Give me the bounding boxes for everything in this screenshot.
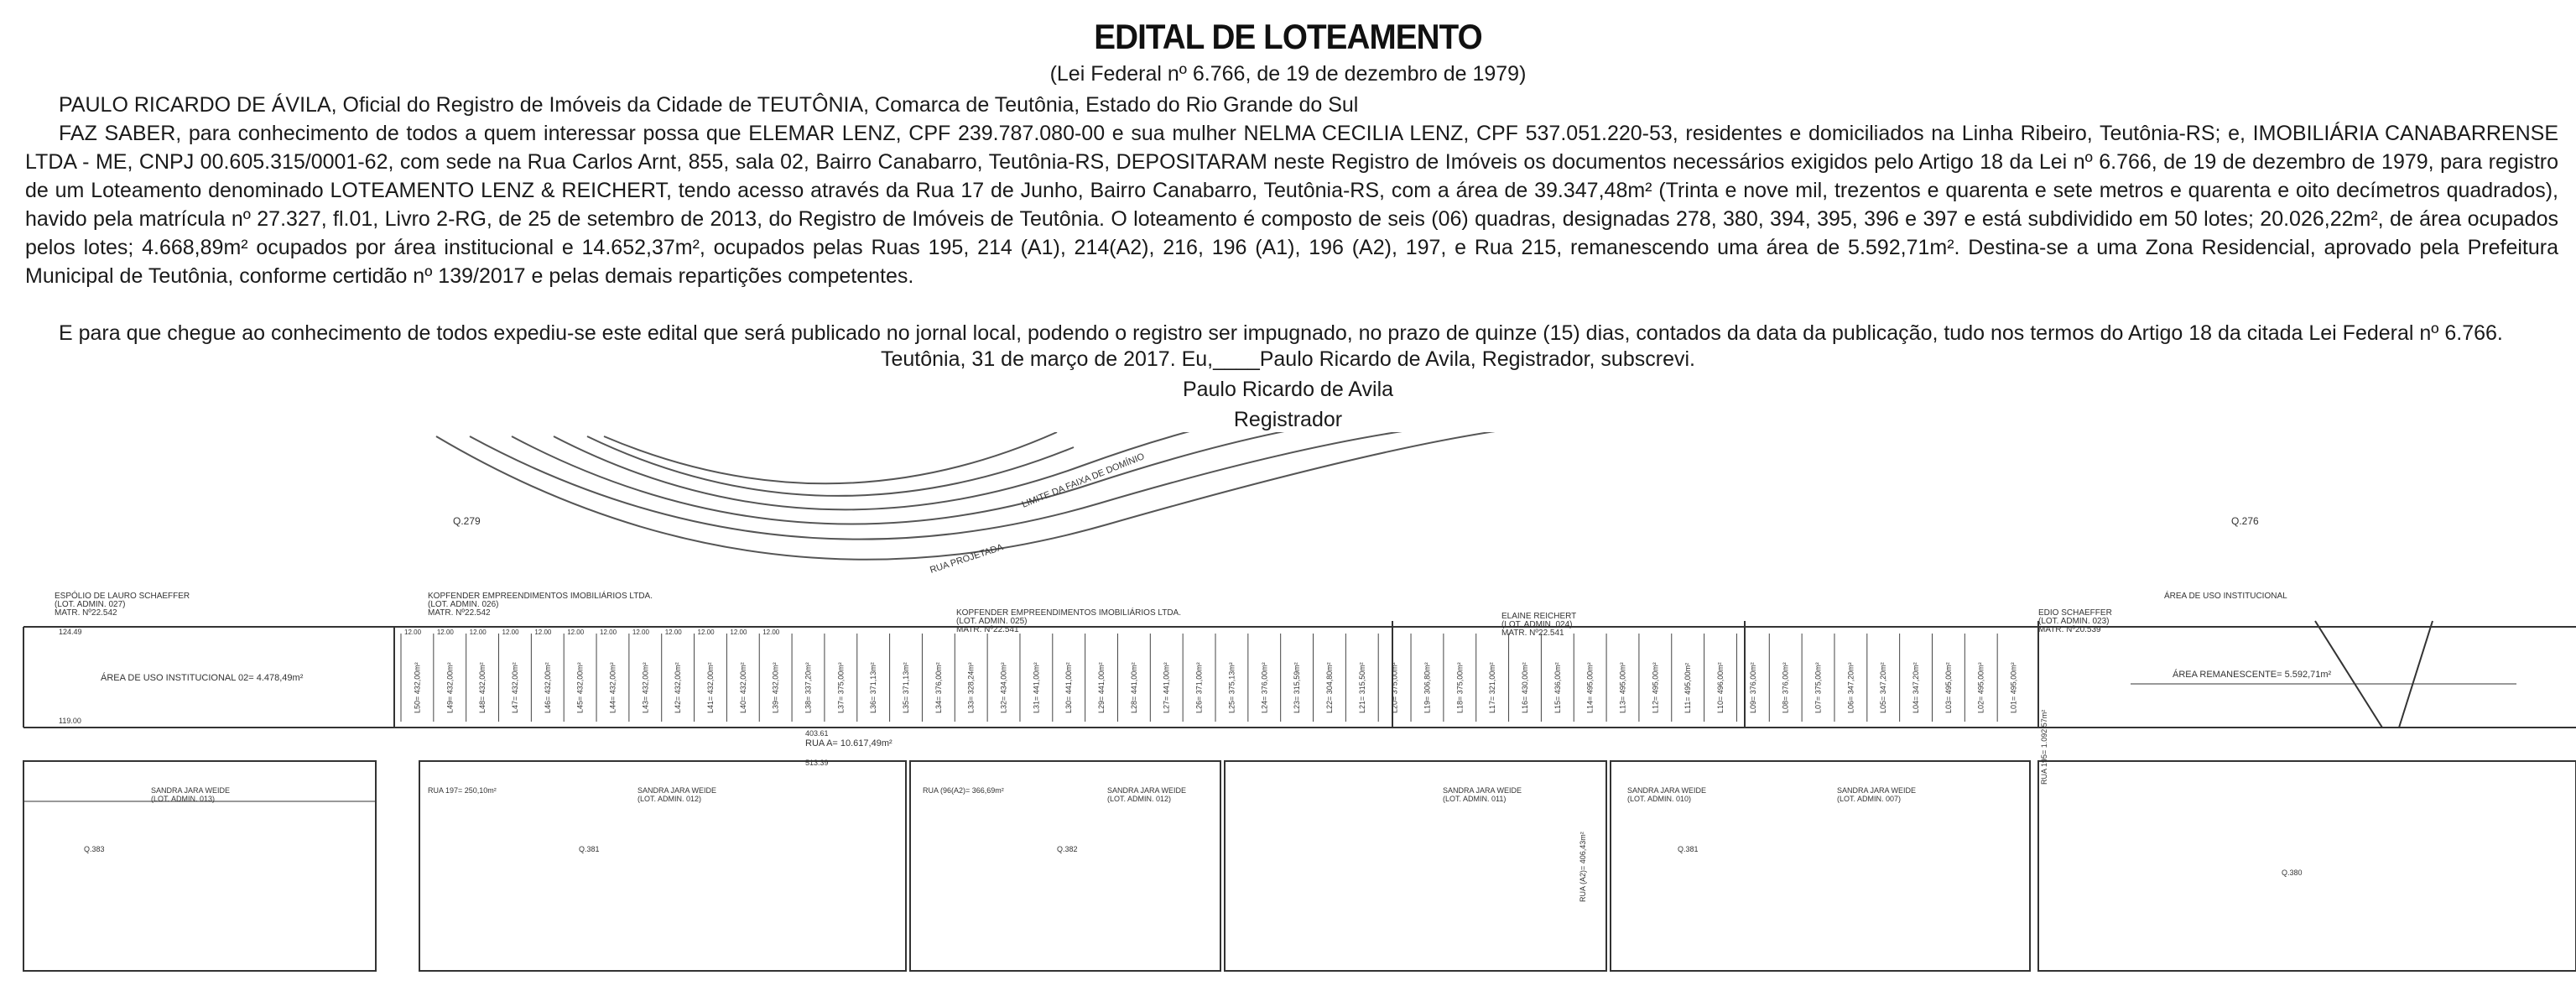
top-dimension: 12.00 <box>762 629 780 636</box>
lot-label: L37= 375,00m² <box>836 662 846 713</box>
owner-2-matr: MATR. Nº22.542 <box>428 608 491 618</box>
rua-195-label: RUA 195= 1.092,57m² <box>2040 709 2048 785</box>
owner-5: EDIO SCHAEFFER <box>2038 608 2112 618</box>
lot-label: L10= 496,00m² <box>1716 662 1725 713</box>
lot-label: L19= 306,80m² <box>1423 662 1432 713</box>
lot-label: L12= 495,00m² <box>1651 662 1660 713</box>
top-dimension: 12.00 <box>664 629 682 636</box>
lot-label: L05= 347,20m² <box>1879 662 1888 713</box>
sandra-2: SANDRA JARA WEIDE <box>637 786 717 795</box>
lot-label: L33= 328,24m² <box>966 662 976 713</box>
dim-124: 124.49 <box>59 628 82 636</box>
lot-label: L17= 321,00m² <box>1488 662 1497 713</box>
lot-label: L27= 441,00m² <box>1162 662 1171 713</box>
rua-projetada-label: RUA PROJETADA <box>929 542 1005 576</box>
lot-label: L26= 371,00m² <box>1194 662 1204 713</box>
q382-label: Q.382 <box>1057 845 1078 853</box>
lot-label: L24= 376,00m² <box>1260 662 1269 713</box>
top-dimension: 12.00 <box>534 629 552 636</box>
dim-513: 513.39 <box>805 759 829 767</box>
owner-1: ESPÓLIO DE LAURO SCHAEFFER <box>55 592 190 601</box>
paragraph-registrar: PAULO RICARDO DE ÁVILA, Oficial do Registro de Imóveis da Cidade de TEUTÔNIA, Comarca de Teutônia, Estado do Rio Grande do Sul <box>59 93 1359 117</box>
lot-label: L21= 315,50m² <box>1357 662 1366 713</box>
signer-role: Registrador <box>1233 408 1343 431</box>
owner-2: KOPFENDER EMPREENDIMENTOS IMOBILIÁRIOS LTDA. <box>428 592 653 601</box>
dim-119: 119.00 <box>59 717 81 725</box>
lot-label: L40= 432,00m² <box>738 662 747 713</box>
lot-label: L34= 376,00m² <box>934 662 943 713</box>
area-institucional-label: ÁREA DE USO INSTITUCIONAL 02= 4.478,49m² <box>101 673 304 683</box>
lot-label: L13= 495,00m² <box>1618 662 1627 713</box>
top-dimension: 12.00 <box>632 629 649 636</box>
sandra-6-lot: (LOT. ADMIN. 007) <box>1837 795 1902 803</box>
owner-1-matr: MATR. Nº22.542 <box>55 608 117 618</box>
lot-label: L04= 347,20m² <box>1912 662 1921 713</box>
owner-3: KOPFENDER EMPREENDIMENTOS IMOBILIÁRIOS LTDA. <box>956 608 1182 618</box>
lot-label: L39= 432,00m² <box>771 662 780 713</box>
sandra-1: SANDRA JARA WEIDE <box>151 786 231 795</box>
q381b-label: Q.381 <box>1678 845 1699 853</box>
top-dimension: 12.00 <box>600 629 617 636</box>
lot-label: L01= 495,00m² <box>2009 662 2018 713</box>
sandra-4-lot: (LOT. ADMIN. 011) <box>1443 795 1507 803</box>
top-dimension: 12.00 <box>730 629 747 636</box>
lot-label: L06= 347,20m² <box>1846 662 1855 713</box>
lot-label: L18= 375,00m² <box>1455 662 1465 713</box>
lot-label: L02= 495,00m² <box>1976 662 1985 713</box>
lot-label: L03= 495,00m² <box>1944 662 1953 713</box>
lot-label: L45= 432,00m² <box>575 662 585 713</box>
rua-214-label: RUA (A2)= 406,43m² <box>1579 832 1587 902</box>
area-remanescente-label: ÁREA REMANESCENTE= 5.592,71m² <box>2173 670 2332 680</box>
sandra-2-lot: (LOT. ADMIN. 012) <box>637 795 702 803</box>
lot-label: L25= 375,13m² <box>1227 662 1236 713</box>
lot-label: L20= 375,00m² <box>1390 662 1399 713</box>
owner-5-matr: MATR. Nº20.539 <box>2038 625 2101 634</box>
q383-label: Q.383 <box>84 845 105 853</box>
owner-4-matr: MATR. Nº22.541 <box>1501 629 1564 638</box>
owner-2-sub: (LOT. ADMIN. 026) <box>428 600 499 609</box>
limite-label: LIMITE DA FAIXA DE DOMÍNIO <box>1020 451 1147 510</box>
q381-label: Q.381 <box>579 845 600 853</box>
q276-label: Q.276 <box>2231 515 2259 527</box>
rua-196-label: RUA (96(A2)= 366,69m² <box>923 786 1004 795</box>
top-dimension: 12.00 <box>567 629 585 636</box>
lot-label: L49= 432,00m² <box>445 662 455 713</box>
lot-label: L36= 371,13m² <box>869 662 878 713</box>
lot-label: L28= 441,00m² <box>1129 662 1138 713</box>
sandra-5: SANDRA JARA WEIDE <box>1627 786 1707 795</box>
edital-subtitle: (Lei Federal nº 6.766, de 19 de dezembro de 1979) <box>1049 62 1527 86</box>
date-line: Teutônia, 31 de março de 2017. Eu,____Paulo Ricardo de Avila, Registrador, subscrevi. <box>881 347 1695 371</box>
lot-label: L11= 495,00m² <box>1684 662 1693 713</box>
sandra-4: SANDRA JARA WEIDE <box>1443 786 1522 795</box>
signer-name: Paulo Ricardo de Avila <box>1182 378 1394 401</box>
rua-a-label: RUA A= 10.617,49m² <box>805 738 892 748</box>
lot-label: L32= 434,00m² <box>999 662 1008 713</box>
sandra-3-lot: (LOT. ADMIN. 012) <box>1107 795 1172 803</box>
lot-label: L43= 432,00m² <box>641 662 650 713</box>
sandra-1-lot: (LOT. ADMIN. 013) <box>151 795 216 803</box>
sandra-5-lot: (LOT. ADMIN. 010) <box>1627 795 1692 803</box>
lot-label: L08= 376,00m² <box>1781 662 1790 713</box>
lot-label: L35= 371,13m² <box>902 662 911 713</box>
lot-label: L31= 441,00m² <box>1032 662 1041 713</box>
top-dimension: 12.00 <box>469 629 487 636</box>
lot-label: L48= 432,00m² <box>478 662 487 713</box>
faixa-dominio-curves <box>436 432 1577 560</box>
owner-3-matr: MATR. Nº22.541 <box>956 625 1019 634</box>
lot-label: L14= 495,00m² <box>1585 662 1595 713</box>
top-dimension: 12.00 <box>502 629 519 636</box>
owner-5-sub: (LOT. ADMIN. 023) <box>2038 617 2110 626</box>
paragraph-publicacao: E para que chegue ao conhecimento de todos expediu-se este edital que será publicado no jornal local, podendo o registro ser impugnado, no prazo de quinze (15) dias, contados da data da publicação, tudo nos termos do Artigo 18 da citada Lei Federal nº 6.766. <box>59 321 2503 345</box>
dim-403: 403.61 <box>805 729 829 738</box>
edital-title: EDITAL DE LOTEAMENTO <box>1094 17 1482 56</box>
rua-197-label: RUA 197= 250,10m² <box>428 786 497 795</box>
lot-label: L38= 337,20m² <box>804 662 813 713</box>
area-inst-2-label: ÁREA DE USO INSTITUCIONAL <box>2164 592 2287 601</box>
top-dimension: 12.00 <box>404 629 422 636</box>
owner-3-sub: (LOT. ADMIN. 025) <box>956 617 1028 626</box>
lot-label: L22= 304,80m² <box>1324 662 1334 713</box>
lot-label: L29= 441,00m² <box>1097 662 1106 713</box>
sandra-3: SANDRA JARA WEIDE <box>1107 786 1187 795</box>
lot-label: L42= 432,00m² <box>674 662 683 713</box>
lot-label: L41= 432,00m² <box>705 662 715 713</box>
owner-4-sub: (LOT. ADMIN. 024) <box>1501 620 1573 629</box>
owner-4: ELAINE REICHERT <box>1501 612 1577 621</box>
lot-label: L44= 432,00m² <box>608 662 617 713</box>
lot-label: L09= 376,00m² <box>1748 662 1757 713</box>
lot-label: L50= 432,00m² <box>413 662 422 713</box>
top-dimension: 12.00 <box>436 629 454 636</box>
owner-labels <box>55 590 2287 638</box>
lot-label: L23= 315,59m² <box>1293 662 1302 713</box>
loteamento-site-plan <box>0 432 2576 991</box>
sandra-6: SANDRA JARA WEIDE <box>1837 786 1917 795</box>
owner-1-sub: (LOT. ADMIN. 027) <box>55 600 126 609</box>
lot-label: L30= 441,00m² <box>1064 662 1074 713</box>
lower-block-labels <box>84 786 2303 877</box>
q380-label: Q.380 <box>2282 868 2303 877</box>
lot-label: L15= 436,00m² <box>1553 662 1562 713</box>
lot-label: L46= 432,00m² <box>543 662 552 713</box>
lot-label: L07= 375,00m² <box>1814 662 1823 713</box>
lot-label: L16= 430,00m² <box>1520 662 1529 713</box>
lot-label: L47= 432,00m² <box>510 662 519 713</box>
paragraph-faz-saber: FAZ SABER, para conhecimento de todos a quem interessar possa que ELEMAR LENZ, CPF 239.787.080-00 e sua mulher NELMA CECILIA LENZ, CPF 537.051.220-53, residentes e domiciliados na Linha Ribeiro, Teutônia-RS; e, IMOBILIÁRIA CANABARRENSE LTDA - ME, CNPJ 00.605.315/0001-62, com sede na Rua Carlos Arnt, 855, sala 02, Bairro Canabarro, Teutônia-RS, DEPOSITARAM neste Registro de Imóveis os documentos necessários exigidos pelo Artigo 18 da Lei nº 6.766, de 19 de dezembro de 1979, para registro de um Loteamento denominado LOTEAMENTO LENZ & REICHERT, tendo acesso através da Rua 17 de Junho, Bairro Canabarro, Teutônia-RS, com a área de 39.347,48m² (Trinta e nove mil, trezentos e quarenta e sete metros e quarenta e oito decímetros quadrados), havido pela matrícula nº 27.327, fl.01, Livro 2-RG, de 25 de setembro de 2013, do Registro de Imóveis de Teutônia. O loteamento é composto de seis (06) quadras, designadas 278, 380, 394, 395, 396 e 397 e está subdividido em 50 lotes; 20.026,22m², de área ocupados pelos lotes; 4.668,89m² ocupados por área institucional e 14.652,37m², ocupados pelas Ruas 195, 214 (A1), 214(A2), 216, 196 (A1), 196 (A2), 197, e Rua 215, remanescendo uma área de 5.592,71m². Destina-se a uma Zona Residencial, aprovado pela Prefeitura Municipal de Teutônia, conforme certidão nº 139/2017 e pelas demais repartições competentes. <box>25 122 2558 288</box>
top-dimension-labels <box>404 629 780 636</box>
top-dimension: 12.00 <box>697 629 715 636</box>
q279-label: Q.279 <box>453 515 481 527</box>
